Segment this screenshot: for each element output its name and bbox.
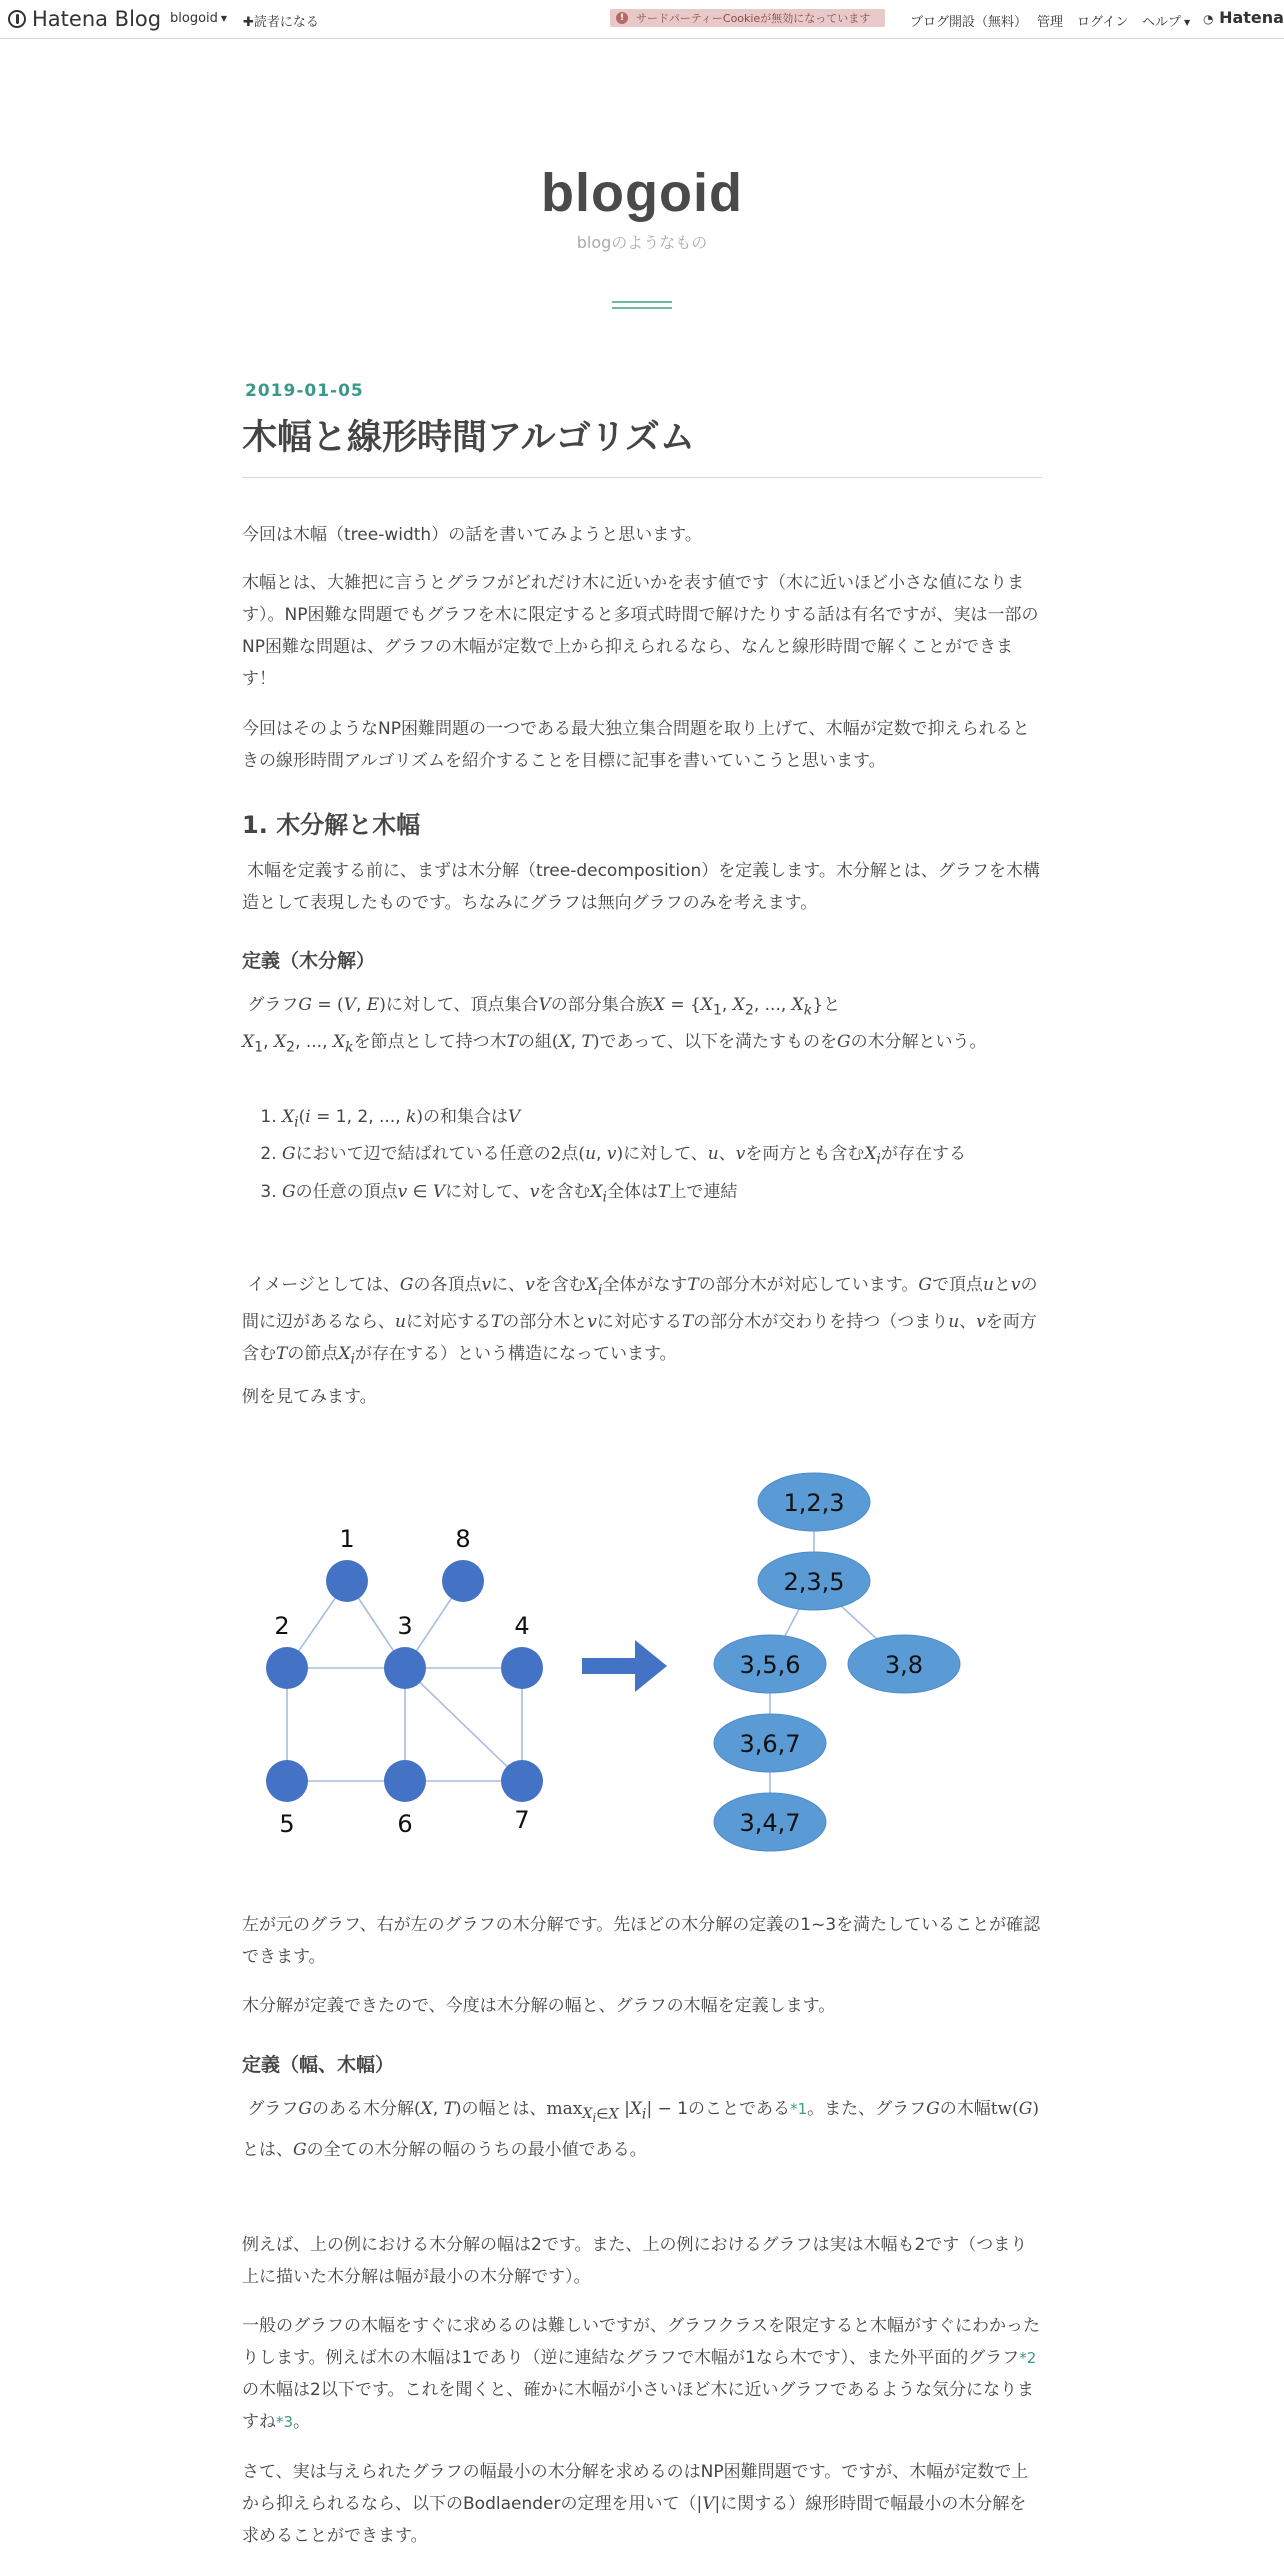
definition-tree-decomposition: グラフG = (V, E)に対して、頂点集合Vの部分集合族$X = \{X_1$, $X_2$, ..., $X_k$}と $X_1$, $X_2$, ..., $X_k$を節点として持つ木Tの組(X, T)であって、以下を満たすものをGの木分解という。 — [242, 995, 987, 1056]
section-heading-1: 1. 木分解と木幅 — [242, 811, 421, 839]
graph-node — [501, 1760, 543, 1802]
graph-node-label: 8 — [455, 1525, 471, 1553]
blog-menu-button[interactable] — [170, 11, 227, 26]
graph-node-label: 7 — [514, 1806, 530, 1834]
paragraph-next-definition: 木分解が定義できたので、今度は木分解の幅と、グラフの木幅を定義します。 — [242, 1996, 836, 2016]
tree-bag-label: 3,5,6 — [739, 1651, 801, 1679]
graph-node-label: 4 — [514, 1612, 530, 1640]
paragraph-example: 例を見てみます。 — [242, 1387, 377, 1407]
graph-node — [384, 1647, 426, 1689]
subscribe-button[interactable]: ✚読者になる — [243, 15, 319, 30]
definition-conditions-list — [242, 1101, 1082, 1213]
graph-node — [384, 1760, 426, 1802]
footnote-link[interactable]: *3 — [276, 2413, 294, 2431]
tree-bag-label: 3,4,7 — [739, 1809, 801, 1837]
blog-title[interactable]: blogoid — [541, 163, 743, 223]
caret-down-icon: ▼ — [220, 14, 228, 23]
condition-1: 1. $X_i(i = 1$, 2, ..., k)の和集合はV — [282, 1101, 1082, 1138]
paragraph-intuition: イメージとしては、Gの各頂点vに、vを含む$X_i$全体がなすTの部分木が対応しています。Gで頂点uとvの間に辺があるなら、uに対応するTの部分木とvに対応するTの部分木が交わりを持つ（つまりu、vを両方含むTの節点$X_i$が存在する）という構造になっています。 — [242, 1275, 1038, 1368]
hatena-logo[interactable] — [1203, 8, 1284, 27]
paragraph-example-width: 例えば、上の例における木分解の幅は2です。また、上の例におけるグラフは実は木幅も2です（つまり上に描いた木分解は幅が最小の木分解です）。 — [242, 2235, 1028, 2287]
condition-3: 3. Gの任意の頂点v ∈ Vに対して、vを含む$X_i$全体はT上で連結 — [282, 1176, 1082, 1213]
tree-bag-label: 2,3,5 — [783, 1568, 845, 1596]
info-icon: ! — [616, 12, 628, 24]
tree-decomposition-figure — [242, 1460, 1042, 1860]
manage-link[interactable]: 管理 — [1037, 15, 1064, 30]
hatena-logo-label: Hatena — [1219, 8, 1284, 27]
footnote-link[interactable]: *2 — [1019, 2349, 1037, 2367]
tree-bag-label: 3,8 — [884, 1651, 924, 1679]
hatena-bird-icon: ◔ — [1203, 12, 1214, 26]
entry-title[interactable]: 木幅と線形時間アルゴリズム — [242, 418, 695, 458]
graph-node-label: 6 — [397, 1810, 413, 1838]
definition-heading-tree-decomposition: 定義（木分解） — [242, 950, 376, 972]
header-divider — [612, 307, 672, 309]
brand-label: Hatena Blog — [32, 7, 162, 31]
graph-node — [442, 1560, 484, 1602]
definition-heading-width: 定義（幅、木幅） — [242, 2054, 395, 2076]
graph-node-label: 2 — [274, 1612, 290, 1640]
header-divider — [612, 301, 672, 303]
graph-node-label: 3 — [397, 1612, 413, 1640]
footnote-link[interactable]: *1 — [790, 2100, 808, 2118]
tree-decomposition — [714, 1473, 960, 1851]
paragraph-goal: 今回はそのようなNP困難問題の一つである最大独立集合問題を取り上げて、木幅が定数で抑えられるときの線形時間アルゴリズムを紹介することを目標に記事を書いていこうと思います。 — [242, 719, 1030, 771]
paragraph-treewidth: 木幅とは、大雑把に言うとグラフがどれだけ木に近いかを表す値です（木に近いほど小さな値になります）。NP困難な問題でもグラフを木に限定すると多項式時間で解けたりする話は有名ですが、実は一部のNP困難な問題は、グラフの木幅が定数で上から抑えられるなら、なんと線形時間で解くことができます！ — [242, 573, 1039, 689]
tree-bag-label: 3,6,7 — [739, 1730, 801, 1758]
graph-node-label: 1 — [339, 1525, 355, 1553]
paragraph-bodlaender: さて、実は与えられたグラフの幅最小の木分解を求めるのはNP困難問題です。ですが、木幅が定数で上から抑えられるなら、以下のBodlaenderの定理を用いて（|V|に関する）線形時間で幅最小の木分解を求めることができます。 — [242, 2462, 1029, 2546]
blog-menu-label: blogoid — [170, 11, 218, 26]
original-graph — [266, 1525, 543, 1838]
blog-description: blogのようなもの — [576, 233, 708, 252]
hatena-blog-logo[interactable] — [8, 7, 161, 31]
cookie-notice[interactable] — [610, 9, 885, 27]
open-blog-link[interactable]: ブログ開設（無料） — [910, 15, 1028, 30]
paragraph-figure-caption: 左が元のグラフ、右が左のグラフの木分解です。先ほどの木分解の定義の1~3を満たしていることが確認できます。 — [242, 1915, 1041, 1967]
help-label: ヘルプ — [1142, 15, 1182, 30]
entry-date[interactable]: 2019-01-05 — [245, 381, 364, 401]
definition-width: グラフGのある木分解(X, T)の幅とは、$\max_{X_i\in X} |X_i| - 1$のことである*1。また、グラフGの木幅tw(G)とは、Gの全ての木分解の幅のうちの最小値である。 — [242, 2099, 1039, 2161]
caret-down-icon: ▼ — [1184, 18, 1191, 27]
hatena-blog-icon — [8, 10, 26, 28]
tree-bag-label: 1,2,3 — [783, 1489, 845, 1517]
paragraph-treewidth-classes: 一般のグラフの木幅をすぐに求めるのは難しいですが、グラフクラスを限定すると木幅がすぐにわかったりします。例えば木の木幅は1であり（逆に連結なグラフで木幅が1なら木です）、また外平面的グラフ*2の木幅は2以下です。これを聞くと、確かに木幅が小さいほど木に近いグラフであるような気分になりますね*3。 — [242, 2316, 1040, 2432]
cookie-notice-text: サードパーティーCookieが無効になっています — [636, 12, 871, 25]
help-menu-button[interactable] — [1142, 11, 1190, 30]
arrow-icon — [582, 1640, 667, 1692]
graph-node — [501, 1647, 543, 1689]
paragraph-tree-decomposition: 木幅を定義する前に、まずは木分解（tree-decomposition）を定義します。木分解とは、グラフを木構造として表現したものです。ちなみにグラフは無向グラフのみを考えます。 — [242, 861, 1040, 913]
paragraph-intro: 今回は木幅（tree-width）の話を書いてみようと思います。 — [242, 525, 702, 545]
graph-edge — [405, 1668, 522, 1781]
graph-node — [326, 1560, 368, 1602]
login-link[interactable]: ログイン — [1077, 15, 1129, 30]
title-divider — [242, 477, 1042, 478]
graph-node — [266, 1647, 308, 1689]
graph-node-label: 5 — [279, 1810, 295, 1838]
condition-2: 2. Gにおいて辺で結ばれている任意の2点(u, v)に対して、u、vを両方とも含む$X_i$が存在する — [282, 1138, 1082, 1175]
graph-node — [266, 1760, 308, 1802]
top-bar — [0, 0, 1284, 39]
